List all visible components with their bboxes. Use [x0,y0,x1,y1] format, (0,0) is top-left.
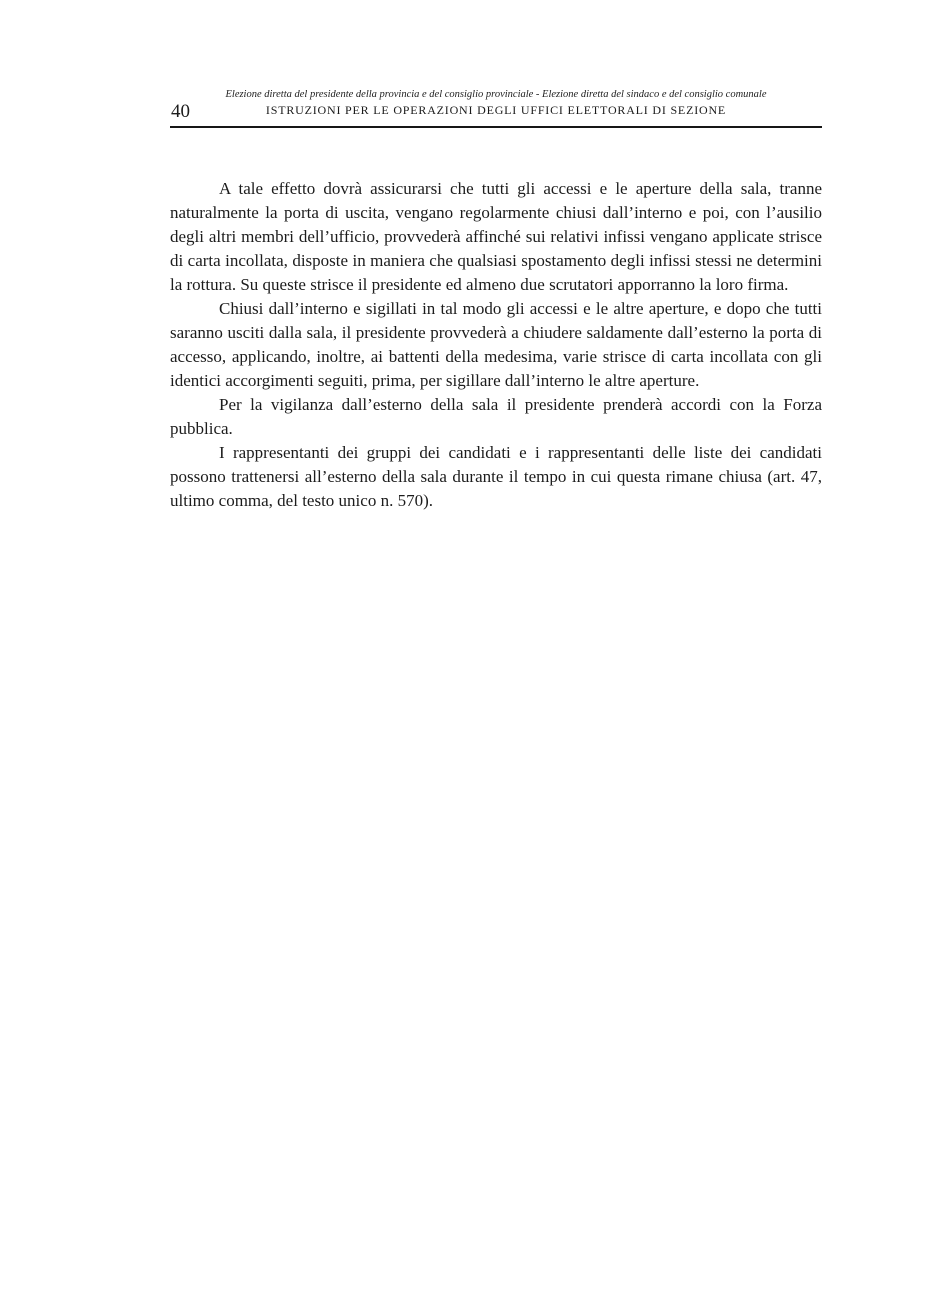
running-header-titles [170,88,822,118]
paragraph-representatives: I rappresentanti dei gruppi dei candidati e i rappresentanti delle liste dei candidati possono trattenersi all’esterno della sala durante il tempo in cui questa rimane chiusa (art. 47, ultimo comma, del testo unico n. 570). [170,443,822,510]
running-title-elections: Elezione diretta del presidente della provincia e del consiglio provinciale - Elezione diretta del sindaco e del consiglio comunale [225,89,767,100]
page-number: 40 [171,101,190,122]
paragraph-closing-door: Chiusi dall’interno e sigillati in tal modo gli accessi e le altre aperture, e dopo che tutti saranno usciti dalla sala, il presidente provvederà a chiudere saldamente dall’esterno la porta di accesso, applicando, inoltre, ai battenti della medesima, varie strisce di carta incollata con gli identici accorgimenti seguiti, prima, per sigillare dall’interno le altre aperture. [170,299,822,390]
running-title-instructions: ISTRUZIONI PER LE OPERAZIONI DEGLI UFFICI ELETTORALI DI SEZIONE [265,103,727,117]
page-body [170,177,822,513]
running-header [170,88,822,128]
paragraph-external-surveillance: Per la vigilanza dall’esterno della sala il presidente prenderà accordi con la Forza pubblica. [170,395,822,438]
paragraph-sealing-openings: A tale effetto dovrà assicurarsi che tutti gli accessi e le aperture della sala, tranne naturalmente la porta di uscita, vengano regolarmente chiusi dall’interno e poi, con l’ausilio degli altri membri dell’ufficio, provvederà affinché sui relativi infissi vengano applicate strisce di carta incollata, disposte in maniera che qualsiasi spostamento degli infissi stessi ne determini la rottura. Su queste strisce il presidente ed almeno due scrutatori apporranno la loro firma. [170,179,822,294]
